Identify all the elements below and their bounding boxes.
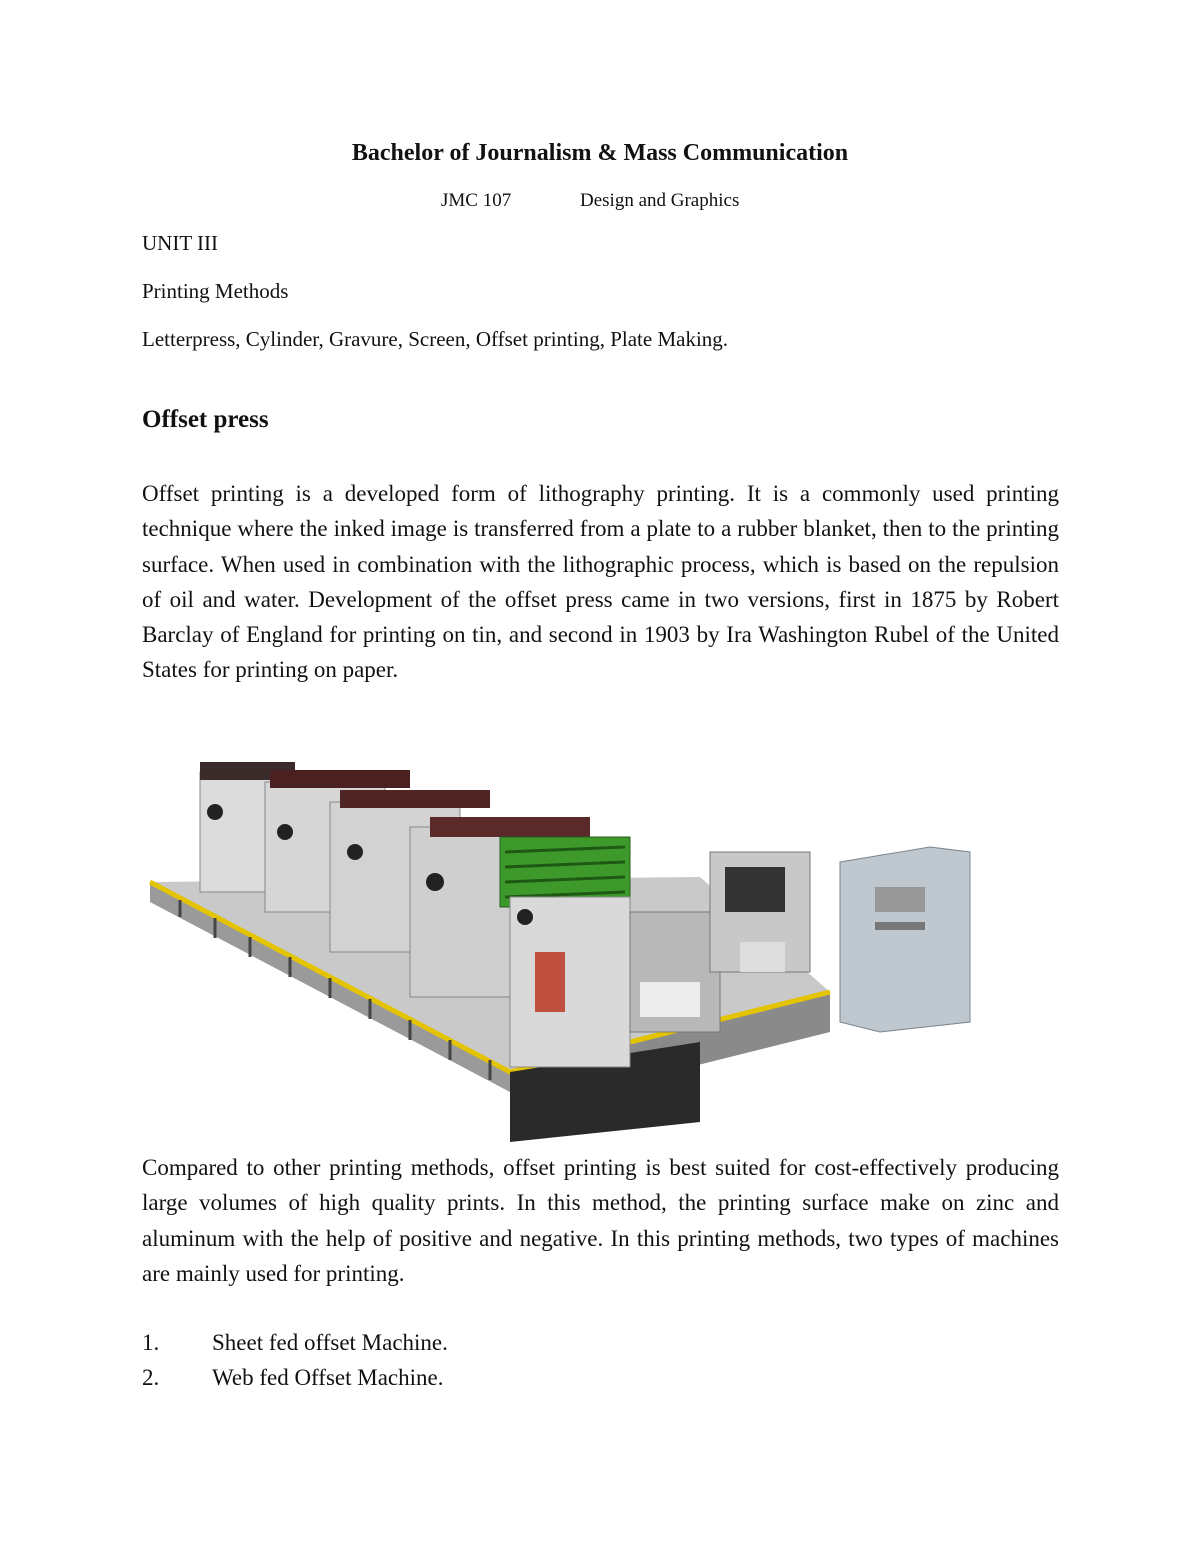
methods-list: Letterpress, Cylinder, Gravure, Screen, Offset printing, Plate Making. [142,327,729,351]
topic-label: Printing Methods [142,279,289,303]
offset-press-image [140,742,980,1142]
list-item-number: 2. [142,1365,160,1390]
paragraph-intro: Offset printing is a developed form of lithography printing. It is a commonly used printing technique where the inked image is transferred from a plate to a rubber blanket, then to the printing surface. When used in combination with the lithographic process, which is based on the repulsion of oil and water. Development of the offset press came in two versions, first in 1875 by Robert Barclay of England for printing on tin, and second in 1903 by Ira Washington Rubel of the United States for printing on paper. [142,481,1059,683]
document-title: Bachelor of Journalism & Mass Communication [351,140,849,166]
section-heading: Offset press [142,406,269,433]
list-item-number: 1. [142,1330,160,1355]
list-item [142,1365,443,1391]
list-item-text: Web fed Offset Machine. [212,1365,444,1390]
course-code: JMC 107 [441,190,512,211]
list-item-text: Sheet fed offset Machine. [212,1330,448,1355]
list-item [142,1330,448,1356]
unit-label: UNIT III [142,231,219,255]
course-name: Design and Graphics [580,190,740,211]
paragraph-comparison: Compared to other printing methods, offset printing is best suited for cost-effectively producing large volumes of high quality prints. In this method, the printing surface make on zinc and aluminum with the help of positive and negative. In this printing methods, two types of machines are mainly used for printing. [142,1155,1059,1286]
